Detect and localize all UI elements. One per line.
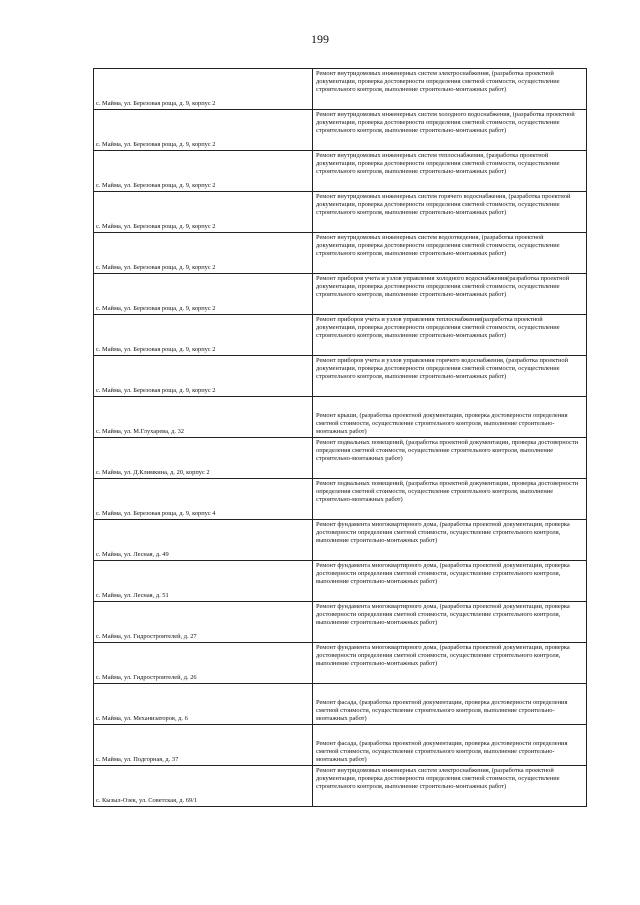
work-description-cell [313,725,587,766]
table-row [94,356,587,397]
table-row [94,602,587,643]
table-row [94,438,587,479]
work-description-cell [313,561,587,602]
work-description: Ремонт внутридомовых инженерных систем электроснабжения, (разработка проектной документации, проверка достоверности определения сметной стоимости, осуществление строительного контроля, выполнение строительно-монтажных работ) [316,70,560,93]
table-row [94,479,587,520]
table-row [94,233,587,274]
work-description-cell [313,397,587,438]
table-row [94,561,587,602]
work-description-cell [313,602,587,643]
address-cell: с. Майма, ул. Березовая роща, д. 9, корпус 2 [94,192,313,233]
work-description-cell [313,684,587,725]
work-description-cell [313,766,587,807]
work-description: Ремонт приборов учета и узлов управления теплоснабжения(разработка проектной документации, проверка достоверности определения сметной стоимости, осуществление строительного контроля, выполнение строительно-монтажных работ) [316,316,560,339]
table-row [94,192,587,233]
table-row [94,274,587,315]
address-cell: с. Майма, ул. Березовая роща, д. 9, корпус 2 [94,151,313,192]
repair-works-table [93,68,587,807]
address-cell: с. Майма, ул. Лесная, д. 51 [94,561,313,602]
address-cell: с. Майма, ул. Березовая роща, д. 9, корпус 4 [94,479,313,520]
address-cell: с. Майма, ул. Механизаторов, д. 6 [94,684,313,725]
address-cell: с. Майма, ул. М.Глухарева, д. 32 [94,397,313,438]
address-cell: с. Майма, ул. Березовая роща, д. 9, корпус 2 [94,274,313,315]
work-description-cell [313,69,587,110]
address-cell: с. Майма, ул. Гидростроителей, д. 26 [94,643,313,684]
work-description-cell [313,233,587,274]
work-description-cell [313,274,587,315]
page-number: 199 [311,32,329,46]
address-cell: с. Майма, ул. Гидростроителей, д. 27 [94,602,313,643]
work-description-cell [313,479,587,520]
table-row [94,684,587,725]
address-cell: с. Майма, ул. Подгорная, д. 37 [94,725,313,766]
address-cell: с. Майма, ул. Лесная, д. 49 [94,520,313,561]
address-cell: с. Майма, ул. Березовая роща, д. 9, корпус 2 [94,110,313,151]
table-row [94,397,587,438]
work-description-cell [313,151,587,192]
work-description-cell [313,110,587,151]
work-description-cell [313,192,587,233]
address-cell: с. Кызыл-Озек, ул. Советская, д. 69/1 [94,766,313,807]
work-description: Ремонт фундамента многоквартирного дома, (разработка проектной документации, проверка достоверности определения сметной стоимости, осуществление строительного контроля, выполнение строительно-монтажных работ) [316,603,570,626]
table-row [94,315,587,356]
table-row [94,725,587,766]
address-cell: с. Майма, ул. Березовая роща, д. 9, корпус 2 [94,69,313,110]
work-description: Ремонт подвальных помещений, (разработка проектной документации, проверка достоверности определения сметной стоимости, осуществление строительного контроля, выполнение строительно-монтажных работ) [316,480,579,503]
work-description: Ремонт внутридомовых инженерных систем теплоснабжения, (разработка проектной документации, проверка достоверности определения сметной стоимости, осуществление строительного контроля, выполнение строительно-монтажных работ) [316,152,560,175]
work-description: Ремонт подвальных помещений, (разработка проектной документации, проверка достоверности определения сметной стоимости, осуществление строительного контроля, выполнение строительно-монтажных работ) [316,439,579,462]
work-description: Ремонт внутридомовых инженерных систем водоотведения, (разработка проектной документации, проверка достоверности определения сметной стоимости, осуществление строительного контроля, выполнение строительно-монтажных работ) [316,234,560,257]
table-row [94,766,587,807]
address-cell: с. Майма, ул. Березовая роща, д. 9, корпус 2 [94,356,313,397]
work-description: Ремонт внутридомовых инженерных систем горячего водоснабжения, (разработка проектной документации, проверка достоверности определения сметной стоимости, осуществление строительного контроля, выполнение строительно-монтажных работ) [316,193,571,216]
work-description: Ремонт внутридомовых инженерных систем электроснабжения, (разработка проектной документации, проверка достоверности определения сметной стоимости, осуществление строительного контроля, выполнение строительно-монтажных работ) [316,767,560,790]
work-description-cell [313,643,587,684]
work-description: Ремонт крыши, (разработка проектной документации, проверка достоверности определения сметной стоимости, осуществление строительного контроля, выполнение строительно-монтажных работ) [316,412,568,435]
work-description: Ремонт приборов учета и узлов управления горячего водоснабжения, (разработка проектной документации, проверка достоверности определения сметной стоимости, осуществление строительного контроля, выполнение строительно-монтажных работ) [316,357,569,380]
address-cell: с. Майма, ул. Березовая роща, д. 9, корпус 2 [94,315,313,356]
work-description: Ремонт фундамента многоквартирного дома, (разработка проектной документации, проверка достоверности определения сметной стоимости, осуществление строительного контроля, выполнение строительно-монтажных работ) [316,562,570,585]
table-row [94,110,587,151]
work-description-cell [313,438,587,479]
table-row [94,643,587,684]
work-description-cell [313,356,587,397]
address-cell: с. Майма, ул. Д.Климкина, д. 20, корпус 2 [94,438,313,479]
work-description: Ремонт приборов учета и узлов управления холодного водоснабжения(разработка проектной документации, проверка достоверности определения сметной стоимости, осуществление строительного контроля, выполнение строительно-монтажных работ) [316,275,570,298]
work-description: Ремонт фундамента многоквартирного дома, (разработка проектной документации, проверка достоверности определения сметной стоимости, осуществление строительного контроля, выполнение строительно-монтажных работ) [316,644,570,667]
address-cell: с. Майма, ул. Березовая роща, д. 9, корпус 2 [94,233,313,274]
table-row [94,69,587,110]
work-description-cell [313,315,587,356]
work-description: Ремонт фундамента многоквартирного дома, (разработка проектной документации, проверка достоверности определения сметной стоимости, осуществление строительного контроля, выполнение строительно-монтажных работ) [316,521,570,544]
work-description-cell [313,520,587,561]
work-description: Ремонт фасада, (разработка проектной документации, проверка достоверности определения сметной стоимости, осуществление строительного контроля, выполнение строительно-монтажных работ) [316,740,568,763]
table-row [94,151,587,192]
table-row [94,520,587,561]
work-description: Ремонт внутридомовых инженерных систем холодного водоснабжения, (разработка проектной документации, проверка достоверности определения сметной стоимости, осуществление строительного контроля, выполнение строительно-монтажных работ) [316,111,575,134]
work-description: Ремонт фасада, (разработка проектной документации, проверка достоверности определения сметной стоимости, осуществление строительного контроля, выполнение строительно-монтажных работ) [316,699,568,722]
